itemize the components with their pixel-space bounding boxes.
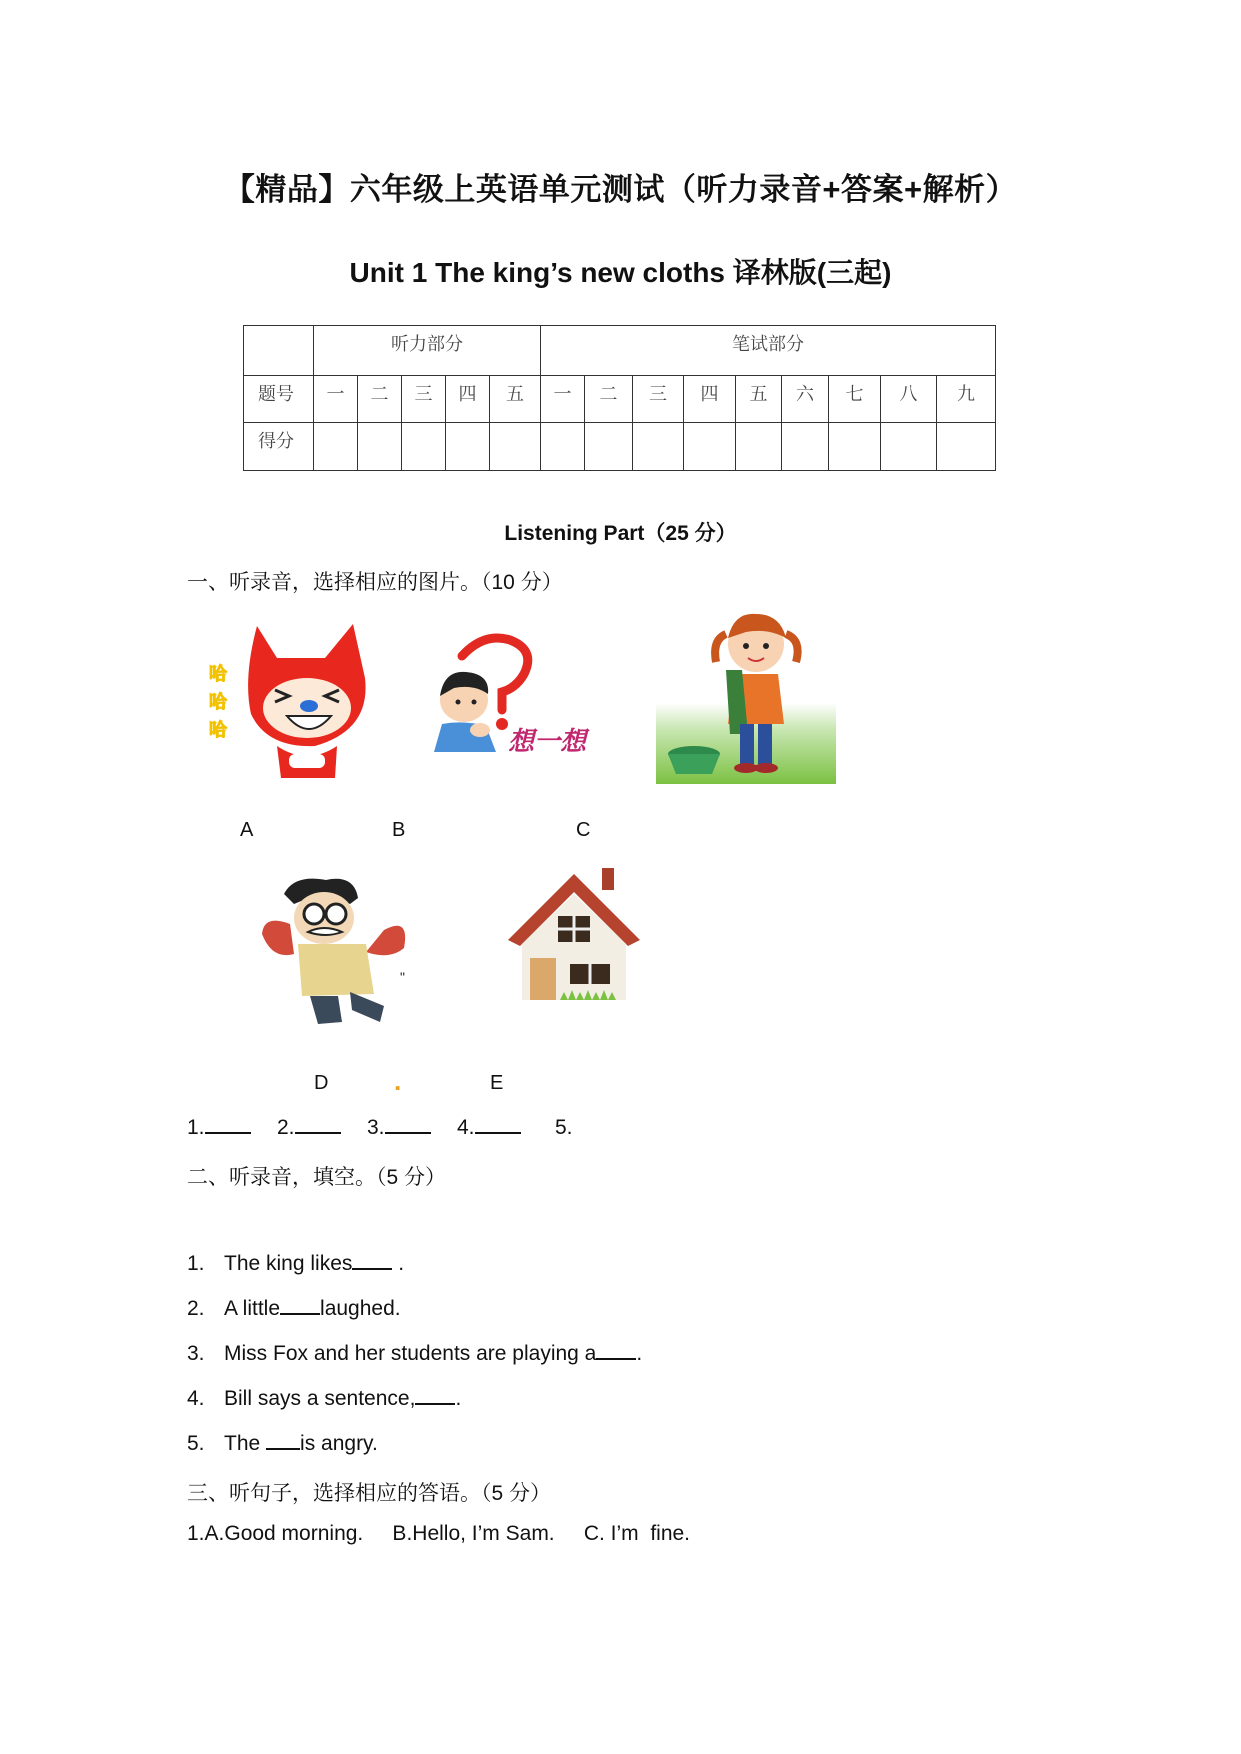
picture-d-angry-man [254,874,434,1030]
written-number-cell: 五 [736,376,782,423]
listening-number-cell: 四 [446,376,490,423]
blank-line[interactable] [205,1116,251,1134]
score-cell[interactable] [633,423,684,471]
answer-blank-3[interactable]: 3. [367,1116,431,1140]
score-cell[interactable] [829,423,881,471]
fill-item-1: 1. The king likes . [187,1252,405,1275]
blank-line[interactable] [596,1342,636,1360]
section2-heading: 二、听录音，填空。（5 分） [187,1166,447,1189]
blank-line[interactable] [280,1297,320,1315]
think-text: 想一想 [508,727,587,757]
written-part-header: 笔试部分 [541,326,996,376]
fill-item-5: 5. The is angry. [187,1432,378,1455]
written-number-cell: 九 [937,376,996,423]
score-cell[interactable] [782,423,829,471]
listening-part-heading: Listening Part（25 分） [504,522,737,545]
score-cell[interactable] [881,423,937,471]
choice-question-1: 1.A.Good morning. B.​Hello, I’m Sam. C. I’m fine. [187,1522,691,1545]
svg-text:哈: 哈 [209,664,227,685]
score-cell[interactable] [937,423,996,471]
answer-blank-2[interactable]: 2. [277,1116,341,1140]
score-label: 得分 [244,423,314,471]
caption-b: B [392,819,406,841]
svg-text:": " [400,969,405,985]
score-cell[interactable] [736,423,782,471]
written-number-cell: 七 [829,376,881,423]
score-cell[interactable] [684,423,736,471]
blank-line[interactable] [385,1116,431,1134]
section3-heading: 三、听句子，选择相应的答语。（5 分） [187,1482,552,1505]
written-number-cell: 四 [684,376,736,423]
score-cell[interactable] [490,423,541,471]
caption-a: A [240,819,254,841]
written-number-cell: 二 [585,376,633,423]
blank-line[interactable] [475,1116,521,1134]
score-cell[interactable] [541,423,585,471]
score-cell[interactable] [358,423,402,471]
listening-number-cell: 二 [358,376,402,423]
written-number-cell: 八 [881,376,937,423]
caption-e: E [490,1072,504,1094]
caption-c: C [576,819,591,841]
svg-text:哈: 哈 [209,720,227,741]
picture-e-house [504,860,644,1010]
blank-line[interactable] [352,1252,392,1270]
page-title: 【精品】六年级上英语单元测试（听力录音+答案+解析） [223,172,1018,207]
listening-number-cell: 一 [314,376,358,423]
table-corner-cell [244,326,314,376]
listening-number-cell: 五 [490,376,541,423]
score-cell[interactable] [314,423,358,471]
written-number-cell: 三 [633,376,684,423]
score-cell[interactable] [446,423,490,471]
answer-blank-1[interactable]: 1. [187,1116,251,1140]
question-number-label: 题号 [244,376,314,423]
blank-line[interactable] [295,1116,341,1134]
caption-d: D [314,1072,329,1094]
score-table [243,325,996,471]
picture-a-laughing-fox [205,618,385,790]
score-cell[interactable] [402,423,446,471]
fill-item-3: 3. Miss Fox and her students are playing a . [187,1342,643,1365]
picture-c-girl-with-clothes [656,604,836,784]
answer-blank-4[interactable]: 4. [457,1116,521,1140]
written-number-cell: 六 [782,376,829,423]
section1-heading: 一、听录音，选择相应的图片。（10 分） [187,571,563,594]
fill-item-2: 2. A little laughed. [187,1297,401,1320]
blank-line[interactable] [266,1432,300,1450]
answer-blank-5[interactable]: 5. [555,1116,573,1139]
svg-text:哈: 哈 [209,692,227,713]
score-cell[interactable] [585,423,633,471]
page-subtitle: Unit 1 The king’s new cloths 译林版(三起) [349,257,892,288]
blank-line[interactable] [415,1387,455,1405]
decorative-dot: . [394,1066,402,1096]
fill-item-4: 4. Bill says a sentence, . [187,1387,462,1410]
picture-b-thinking-child [424,628,604,778]
listening-part-header: 听力部分 [314,326,541,376]
written-number-cell: 一 [541,376,585,423]
listening-number-cell: 三 [402,376,446,423]
